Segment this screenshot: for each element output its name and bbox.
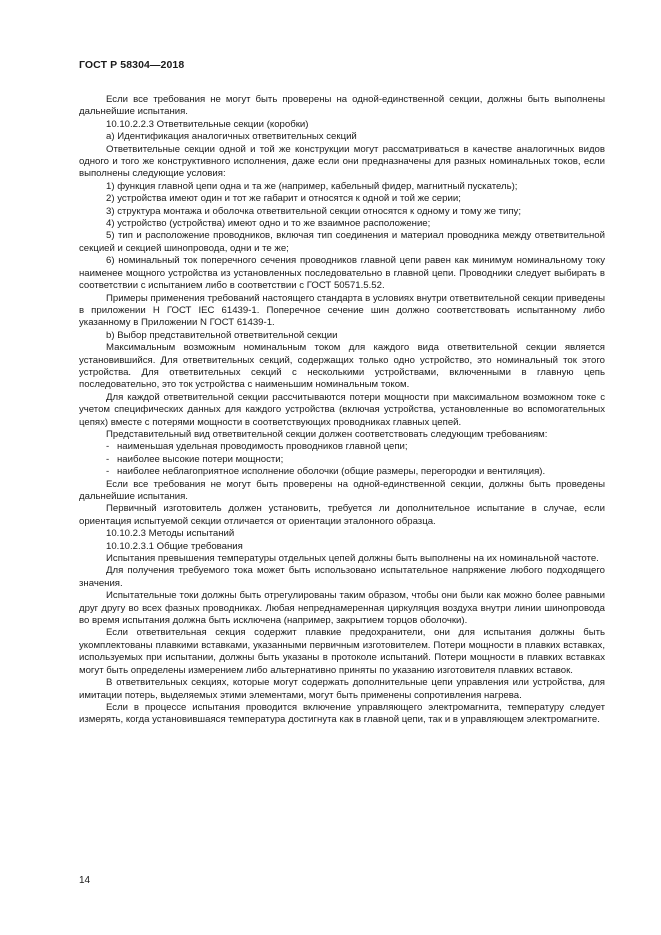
- list-item: [79, 454, 605, 466]
- paragraph: Максимальным возможным номинальным током для каждого вида ответвительной секции является установившийся. Для ответвительных секций, содержащих только одно устройство, это номинальный ток этого устройства. Для ответвительных секций с несколькими устройствами, включенными в главную цепь последовательно, это ток устройства с наименьшим номинальным током.: [79, 342, 605, 391]
- list-item-text: наименьшая удельная проводимость проводников главной цепи;: [117, 441, 408, 453]
- subsection-heading: а) Идентификация аналогичных ответвительных секций: [106, 131, 357, 143]
- subsection-heading: b) Выбор представительной ответвительной секции: [106, 329, 338, 341]
- condition-item: 6) номинальный ток поперечного сечения проводников главной цепи равен как минимум номинальному току наименее мощного устройства из установленных последовательно в главной цепи. Проводники следует выбирать в соответствии с испытанием либо в соответствии с ГОСТ 50571.5.52.: [79, 255, 605, 292]
- condition-item: 1) функция главной цепи одна и та же (например, кабельный фидер, магнитный пускатель);: [106, 180, 518, 192]
- condition-item: 2) устройства имеют один и тот же габарит и относятся к одной и той же серии;: [106, 193, 461, 205]
- dash-marker: -: [106, 441, 110, 453]
- document-body: [79, 94, 605, 727]
- list-item-text: наиболее неблагоприятное исполнение оболочки (общие размеры, перегородки и вентиляция).: [117, 466, 546, 478]
- paragraph: Ответвительные секции одной и той же конструкции могут рассматриваться в качестве аналогичных видов одного и того же конструктивного исполнения, даже если они предназначены для разных номинальных токов, если выполнены следующие условия:: [79, 143, 605, 180]
- paragraph: Примеры применения требований настоящего стандарта в условиях внутри ответвительной секции приведены в приложении Н ГОСТ IEC 61439-1. Поперечное сечение шин должно соответствовать испытанному либо указанному в Приложении N ГОСТ 61439-1.: [79, 292, 605, 329]
- list-item: [79, 441, 605, 453]
- paragraph: Представительный вид ответвительной секции должен соответствовать следующим требованиям:: [106, 428, 548, 440]
- page-number: 14: [79, 875, 91, 886]
- paragraph: Если все требования не могут быть проверены на одной-единственной секции, должны быть проведены дальнейшие испытания.: [79, 478, 605, 502]
- paragraph: Если ответвительная секция содержит плавкие предохранители, они для испытания должны быть укомплектованы плавкими вставками, указанными первичным изготовителем. Потери мощности в плавких вставках, используемых при испытании, должны быть указаны в протоколе испытаний. Потери мощности в плавких вставках могут быть определены измерением либо альтернативно приняты по указанию изготовителя плавких вставок.: [79, 627, 605, 676]
- list-item: [79, 466, 605, 478]
- paragraph: Первичный изготовитель должен установить, требуется ли дополнительное испытание в случае, если ориентация испытуемой секции отличается от ориентации эталонного образца.: [79, 503, 605, 527]
- list-item-text: наиболее высокие потери мощности;: [117, 453, 284, 465]
- paragraph: Для получения требуемого тока может быть использовано испытательное напряжение любого подходящего значения.: [79, 565, 605, 589]
- condition-item: 3) структура монтажа и оболочка ответвительной секции относятся к одному и тому же типу;: [106, 205, 521, 217]
- paragraph: Если в процессе испытания проводится включение управляющего электромагнита, температуру следует измерять, когда установившаяся температура достигнута как в главной цепи, так и в управляющем электромагните.: [79, 701, 605, 726]
- section-heading: 10.10.2.3 Методы испытаний: [106, 528, 235, 540]
- section-heading: 10.10.2.2.3 Ответвительные секции (коробки): [106, 118, 309, 130]
- condition-item: 5) тип и расположение проводников, включая тип соединения и материал проводника между ответвительной секцией и секцией шинопровода, одни и те же;: [79, 230, 605, 254]
- condition-item: 4) устройство (устройства) имеют одно и то же взаимное расположение;: [106, 218, 431, 230]
- paragraph: Испытательные токи должны быть отрегулированы таким образом, чтобы они были как можно более равными друг другу во всех фазных проводниках. Любая непреднамеренная циркуляция воздуха внутри линии шинопровода во время испытания должна быть исключена (например, закрытием торцов оболочки).: [79, 590, 605, 627]
- paragraph: Испытания превышения температуры отдельных цепей должны быть выполнены на их номинальной частоте.: [106, 553, 599, 565]
- document-header: ГОСТ Р 58304—2018: [79, 59, 185, 71]
- dash-marker: -: [106, 466, 110, 478]
- section-heading: 10.10.2.3.1 Общие требования: [106, 540, 243, 552]
- paragraph: Если все требования не могут быть проверены на одной-единственной секции, должны быть выполнены дальнейшие испытания.: [79, 94, 605, 118]
- dash-marker: -: [106, 453, 110, 465]
- paragraph: В ответвительных секциях, которые могут содержать дополнительные цепи управления или устройства, для имитации потерь, выделяемых этими элементами, могут быть применены сопротивления нагрева.: [79, 677, 605, 701]
- paragraph: Для каждой ответвительной секции рассчитываются потери мощности при максимальном возможном токе с учетом специфических данных для каждого устройства (включая устройства, установленные во вспомогательных цепях) вместе с потерями мощности в соответствующих проводниках главных цепей.: [79, 391, 605, 428]
